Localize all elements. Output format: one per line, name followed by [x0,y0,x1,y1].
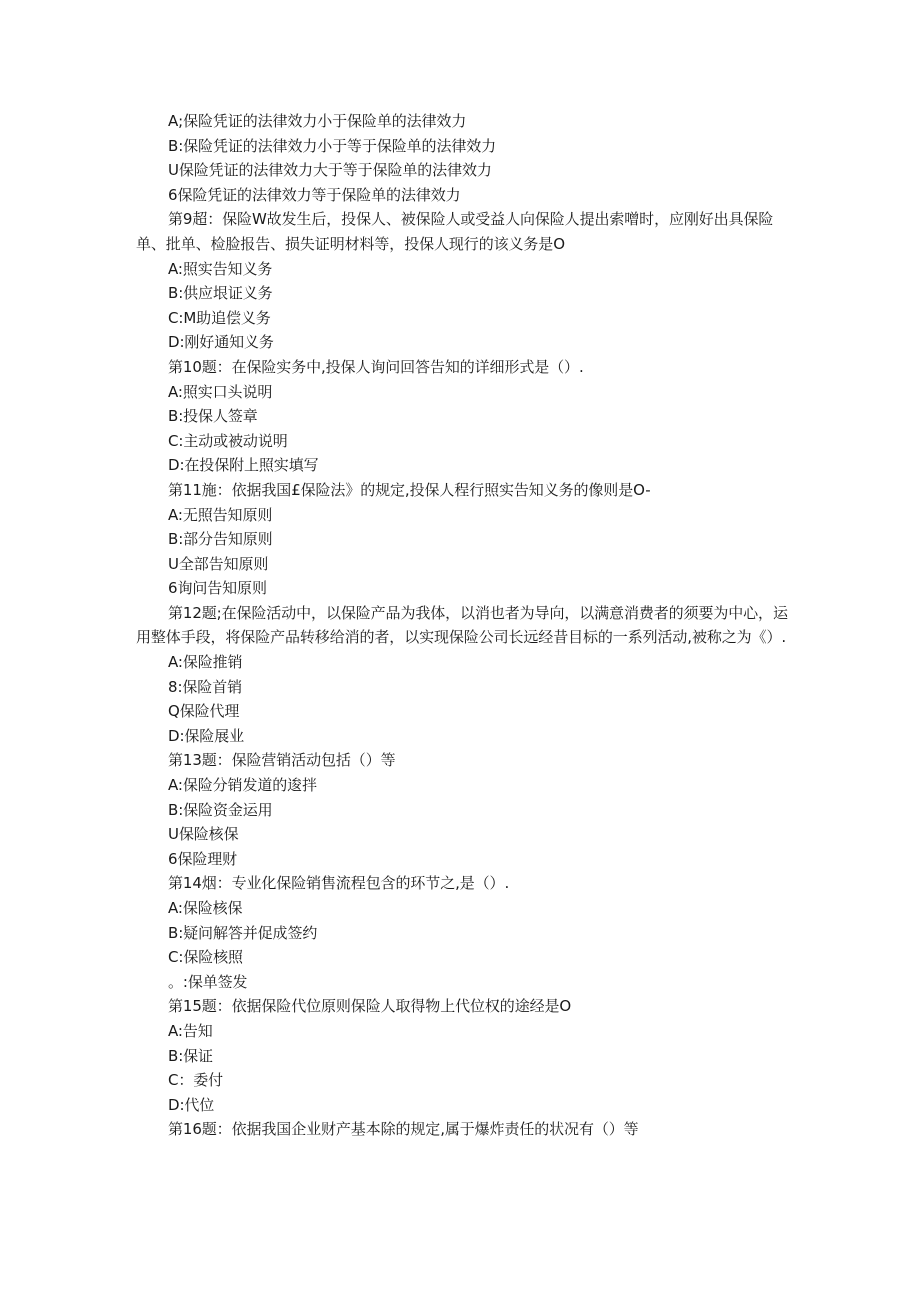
answer-option: 。:保单签发 [168,972,248,991]
answer-option: B:投保人签章 [168,407,258,426]
answer-option: D:代位 [168,1095,215,1114]
answer-option: C:保险核照 [168,948,243,967]
question-text: 第11施：依据我国£保险法》的规定,投保人程行照实告知义务的像则是O- [168,480,651,499]
answer-option: A:保险推销 [168,653,243,672]
exam-question-list [136,109,796,1142]
question-text: 第13题：保险营销活动包括（）等 [168,751,396,770]
answer-option: A:告知 [168,1021,213,1040]
question-text: 第16题：依据我国企业财产基本除的规定,属于爆炸责任的状况有（）等 [168,1120,639,1139]
question-text: 第10题：在保险实务中,投保人询问回答告知的详细形式是（）. [168,357,584,376]
answer-option: C:M助追偿义务 [168,308,271,327]
question-text: 第9超：保险W故发生后，投保人、被保险人或受益人向保险人提出索噌时，应刚好出具保险单、批单、检脸报告、损失证明材料等，投保人现行的该义务是O [136,210,774,253]
answer-option: 8:保险首销 [168,677,242,696]
answer-option: B:保险资金运用 [168,800,273,819]
answer-option: B:供应垠证义务 [168,284,273,303]
answer-option: A:保险核保 [168,899,243,917]
answer-option: U全部告知原则 [168,554,269,573]
answer-option: B:部分告知原则 [168,530,273,549]
question-text: 第15题：依据保险代位原则保险人取得物上代位权的途经是O [168,997,572,1016]
answer-option: 6保险凭证的法律效力等于保险单的法律效力 [168,185,461,204]
answer-option: Q保险代理 [168,702,240,721]
answer-option: A:无照告知原则 [168,505,273,524]
answer-option: D:刚好通知义务 [168,333,274,352]
answer-option: A:照实口头说明 [168,382,273,401]
answer-option: 6询问告知原则 [168,579,267,598]
answer-option: D:在投保附上照实填写 [168,456,319,475]
answer-option: B:疑问解答并促成签约 [168,923,318,942]
answer-option: A:保险分销发道的逡拌 [168,776,317,795]
answer-option: B:保证 [168,1046,213,1065]
answer-option: C：委付 [168,1071,224,1090]
answer-option: D:保险展业 [168,726,245,745]
answer-option: C:主动或被动说明 [168,431,288,450]
question-text: 第14烟：专业化保险销售流程包含的环节之,是（）. [168,874,510,893]
answer-option: U保险凭证的法律效力大于等于保险单的法律效力 [168,161,492,180]
question-text: 第12题;在保险活动中，以保险产品为我体，以消也者为导向，以满意消费者的须要为中心，运用整体手段，将保险产品转移给消的者，以实现保险公司长远经昔目标的一系列活动,被称之为《）. [136,603,788,647]
answer-option: U保险核保 [168,825,239,844]
answer-option: A:照实告知义务 [168,259,273,278]
answer-option: B:保险凭证的法律效力小于等于保险单的法律效力 [168,136,497,155]
answer-option: A;保险凭证的法律效力小于保险单的法律效力 [168,112,467,130]
answer-option: 6保险理财 [168,849,238,868]
